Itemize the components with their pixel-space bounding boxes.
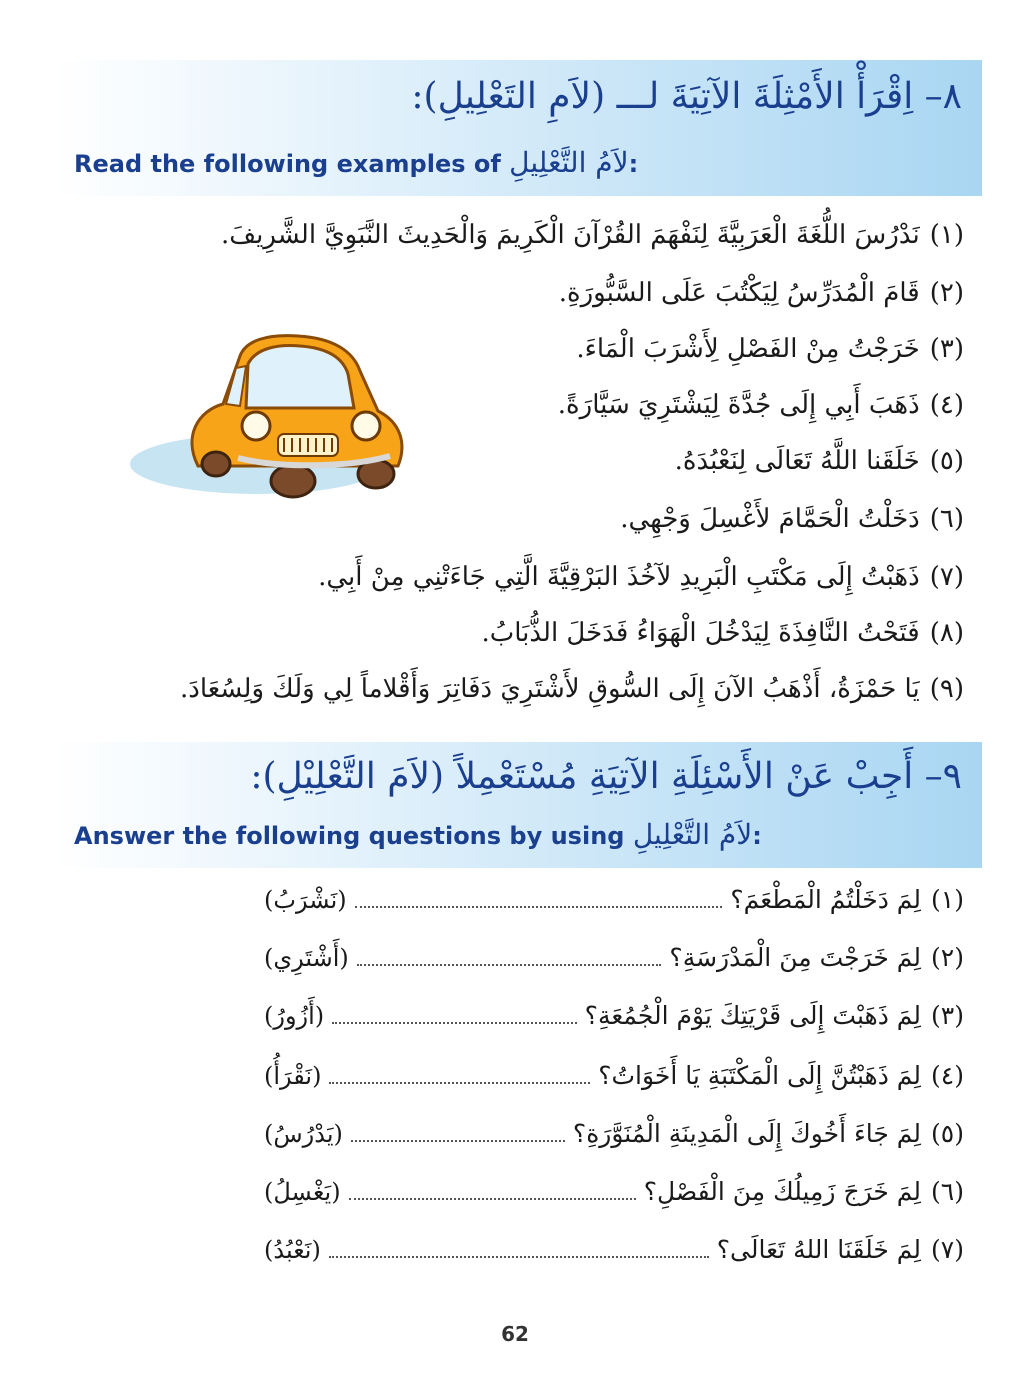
- question-text: لِمَ خَرَجَ زَمِيلُكَ مِنَ الْفَصْلِ؟: [643, 1177, 922, 1206]
- item-number: (٤): [929, 390, 964, 420]
- list-item: [576, 334, 964, 364]
- car-wheel-front-left: [271, 465, 315, 497]
- list-item: [318, 562, 964, 592]
- answer-blank[interactable]: [329, 1060, 590, 1084]
- item-number: (٥): [929, 446, 964, 476]
- car-illustration: [128, 316, 428, 506]
- question-row: [264, 1234, 964, 1274]
- question-hint: (نَعْبُدُ): [264, 1236, 321, 1264]
- item-text: دَخَلْتُ الْحَمَّامَ لأَغْسِلَ وَجْهِي.: [620, 504, 920, 534]
- question-hint: (نَقْرَأُ): [264, 1062, 322, 1090]
- list-item: [558, 390, 964, 420]
- item-number: (٨): [929, 618, 964, 648]
- section-8-heading-arabic: ٨– اِقْرَأْ الأَمْثِلَةَ الآتِيَةَ لـــ (لاَمِ التَعْلِيلِ):: [411, 76, 962, 117]
- page-number: 62: [501, 1322, 529, 1346]
- question-number: (٢): [931, 943, 964, 972]
- question-text: لِمَ جَاءَ أَخُوكَ إِلَى الْمَدِينَةِ الْمُنَوَّرَةِ؟: [572, 1119, 922, 1148]
- question-number: (٥): [931, 1119, 964, 1148]
- question-text: لِمَ خَرَجْتَ مِنَ الْمَدْرَسَةِ؟: [669, 943, 922, 972]
- question-number: (٦): [931, 1177, 964, 1206]
- question-row: [264, 942, 964, 982]
- question-hint: (يَغْسِلُ): [264, 1178, 341, 1206]
- question-hint: (أَشْتَرِي): [264, 944, 349, 972]
- section-8-heading-colon: :: [628, 150, 639, 178]
- answer-blank[interactable]: [357, 942, 662, 966]
- list-item: [620, 504, 964, 534]
- car-headlight-right: [352, 412, 380, 440]
- question-text: لِمَ ذَهَبْتَ إِلَى قَرْيَتِكَ يَوْمَ الْجُمُعَةِ؟: [584, 1001, 922, 1030]
- question-row: [264, 1060, 964, 1100]
- question-row: [264, 1000, 964, 1040]
- item-text: نَدْرُسَ اللُّغَةَ الْعَرَبِيَّةَ لِنَفْهَمَ القُرْآنَ الْكَرِيمَ وَالْحَدِيثَ النَّبَوِيَّ الشَّرِيفَ.: [220, 220, 920, 250]
- item-number: (١): [929, 220, 964, 250]
- section-9-heading-arabic-term: لاَمُ التَّعْلِيلِ: [632, 818, 753, 851]
- section-9-heading-banner: [52, 742, 982, 868]
- item-text: ذَهَبَ أَبِي إِلَى جُدَّةَ لِيَشْتَرِيَ سَيَّارَةً.: [557, 390, 920, 420]
- item-text: خَلَقَنا اللَّهُ تَعَالَى لِنَعْبُدَهُ.: [674, 446, 920, 476]
- question-row: [264, 1176, 964, 1216]
- question-row: [264, 1118, 964, 1158]
- question-row: [264, 884, 964, 924]
- section-9-heading-english: [74, 818, 762, 851]
- car-headlight-left: [242, 412, 270, 440]
- question-number: (٤): [931, 1061, 964, 1090]
- item-number: (٦): [929, 504, 964, 534]
- section-9-heading-english-text: Answer the following questions by using: [74, 822, 625, 850]
- section-9-heading-arabic: ٩– أَجِبْ عَنْ الأَسْئِلَةِ الآتِيَةِ مُسْتَعْمِلاً (لاَمَ التَّعْلِيْلِ):: [250, 756, 962, 797]
- question-number: (٣): [931, 1001, 964, 1030]
- item-number: (٧): [929, 562, 964, 592]
- item-text: فَتَحْتُ النَّافِذَةَ لِيَدْخُلَ الْهَوَاءُ فَدَخَلَ الذُّبَابُ.: [481, 618, 920, 648]
- item-number: (٣): [929, 334, 964, 364]
- question-text: لِمَ دَخَلْتُمُ الْمَطْعَمَ؟: [730, 885, 922, 914]
- car-wheel-rear: [202, 452, 230, 476]
- list-item: [559, 278, 964, 308]
- item-number: (٩): [929, 674, 964, 704]
- question-number: (٧): [931, 1235, 964, 1264]
- section-8-heading-banner: [52, 60, 982, 196]
- item-text: يَا حَمْزَةُ، أَذْهَبُ الآنَ إِلَى السُّوقِ لأَشْتَرِيَ دَفَاتِرَ وَأَقْلاماً لِي وَلَكَ وَلِسُعَادَ.: [180, 674, 920, 704]
- item-text: ذَهَبْتُ إِلَى مَكْتَبِ الْبَرِيدِ لآخُذَ البَرْقِيَّةَ الَّتِي جَاءَتْنِي مِنْ أَبِي.: [318, 562, 920, 592]
- item-text: قَامَ الْمُدَرِّسُ لِيَكْتُبَ عَلَى السَّبُّورَةِ.: [558, 278, 920, 308]
- section-8-heading-english: [74, 146, 638, 179]
- question-number: (١): [931, 885, 964, 914]
- section-8-heading-english-text: Read the following examples of: [74, 150, 501, 178]
- question-text: لِمَ ذَهَبْتُنَّ إِلَى الْمَكْتَبَةِ يَا أَخَوَاتُ؟: [598, 1061, 922, 1090]
- question-text: لِمَ خَلَقَنَا اللهُ تَعَالَى؟: [716, 1235, 922, 1264]
- answer-blank[interactable]: [351, 1118, 565, 1142]
- answer-blank[interactable]: [332, 1000, 577, 1024]
- section-9-heading-colon: :: [752, 822, 762, 850]
- answer-blank[interactable]: [349, 1176, 636, 1200]
- list-item: [180, 674, 964, 704]
- item-number: (٢): [929, 278, 964, 308]
- question-hint: (أَزُورُ): [264, 1002, 325, 1030]
- list-item: [481, 618, 964, 648]
- question-hint: (يَدْرُسُ): [264, 1120, 343, 1148]
- answer-blank[interactable]: [355, 884, 723, 908]
- section-8-heading-arabic-term: لاَمُ التَّعْلِيلِ: [509, 146, 629, 179]
- question-hint: (نَشْرَبُ): [264, 886, 347, 914]
- list-item: [675, 446, 964, 476]
- answer-blank[interactable]: [329, 1234, 709, 1258]
- item-text: خَرَجْتُ مِنْ الفَصْلِ لِأَشْرَبَ الْمَاءَ.: [576, 334, 920, 364]
- list-item: [221, 220, 964, 250]
